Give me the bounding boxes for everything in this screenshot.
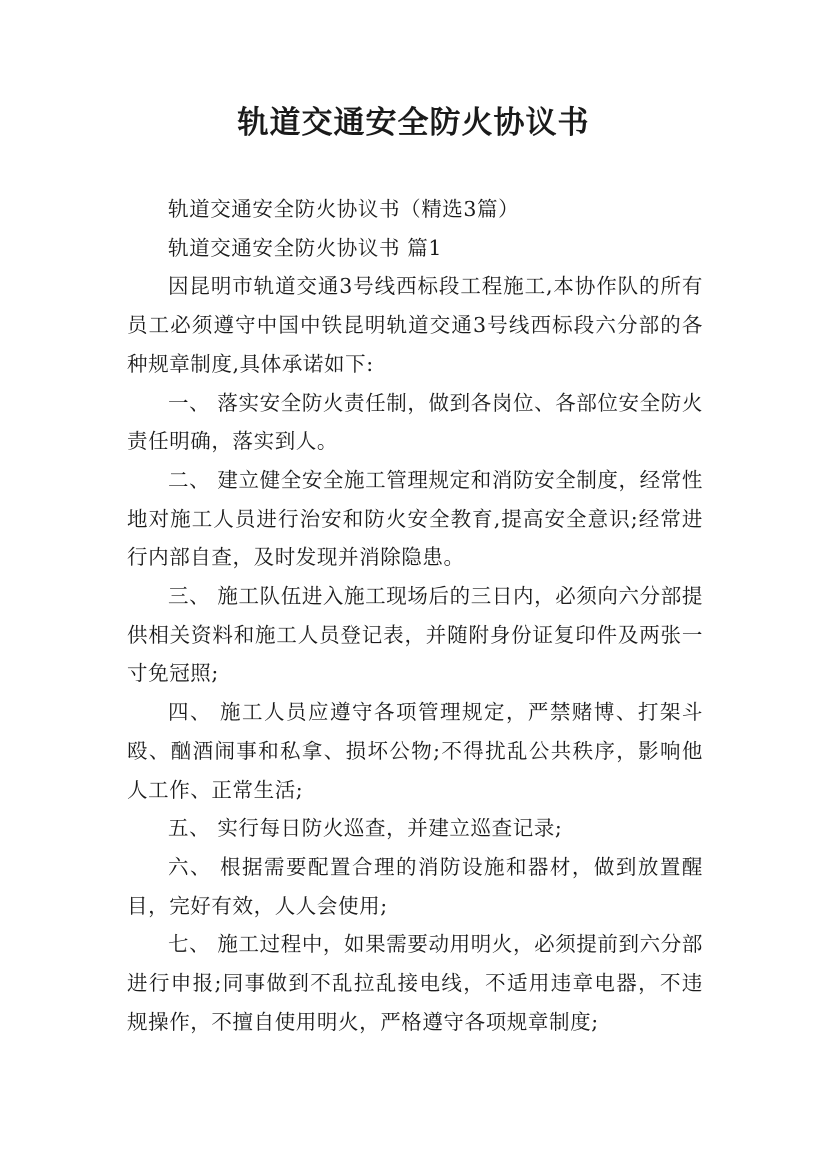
paragraph-item-1: 一、 落实安全防火责任制，做到各岗位、各部位安全防火责任明确，落实到人。 xyxy=(127,390,703,454)
paragraph-intro: 因昆明市轨道交通3号线西标段工程施工,本协作队的所有员工必须遵守中国中铁昆明轨道交通3号线西标段六分部的各种规章制度,具体承诺如下: xyxy=(127,274,703,376)
document-body xyxy=(127,190,703,1041)
document-title: 轨道交通安全防火协议书 xyxy=(237,105,590,141)
paragraph-subtitle: 轨道交通安全防火协议书（精选3篇） xyxy=(168,197,520,221)
paragraph-item-7: 七、 施工过程中，如果需要动用明火，必须提前到六分部进行申报;同事做到不乱拉乱接电线，不适用违章电器，不违规操作，不擅自使用明火，严格遵守各项规章制度; xyxy=(127,932,703,1034)
paragraph-section-heading: 轨道交通安全防火协议书 篇1 xyxy=(168,235,442,260)
paragraph-item-6: 六、 根据需要配置合理的消防设施和器材，做到放置醒目，完好有效，人人会使用; xyxy=(127,854,703,918)
paragraph-item-5: 五、 实行每日防火巡查，并建立巡查记录; xyxy=(168,816,563,841)
paragraph-item-2: 二、 建立健全安全施工管理规定和消防安全制度，经常性地对施工人员进行治安和防火安全教育,提高安全意识;经常进行内部自查，及时发现并消除隐患。 xyxy=(127,467,703,570)
paragraph-item-4: 四、 施工人员应遵守各项管理规定，严禁赌博、打架斗殴、酗酒闹事和私拿、损坏公物;不得扰乱公共秩序，影响他人工作、正常生活; xyxy=(127,700,703,802)
paragraph-item-3: 三、 施工队伍进入施工现场后的三日内，必须向六分部提供相关资料和施工人员登记表，并随附身份证复印件及两张一寸免冠照; xyxy=(127,584,703,686)
